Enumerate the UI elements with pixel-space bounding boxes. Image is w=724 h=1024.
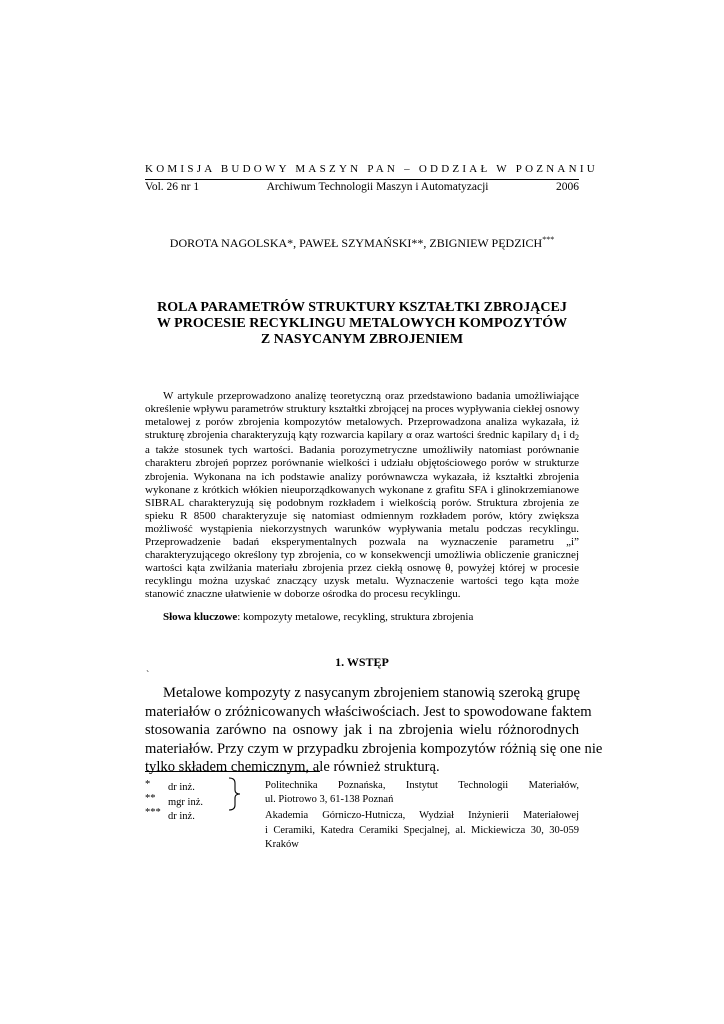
section-heading: 1. WSTĘP	[335, 655, 389, 669]
abstract-line-mid: i d	[560, 429, 575, 442]
curly-brace-icon	[226, 777, 242, 811]
affiliation-agh	[265, 809, 579, 853]
introduction-paragraph	[145, 684, 603, 777]
journal-name: Archiwum Technologii Maszyn i Automatyzacji	[266, 181, 489, 193]
paper-title	[145, 300, 579, 348]
footnote-mark: **	[145, 792, 156, 804]
affiliation-line: Akademia Górniczo-Hutnicza, Wydział Inżynierii Materiałowej	[265, 810, 579, 821]
footnote-title: dr inż.	[168, 811, 195, 822]
header-rule	[145, 179, 579, 180]
keywords-label: Słowa kluczowe	[163, 611, 238, 623]
footnote-mark: ***	[145, 806, 161, 818]
body-line: tylko składem chemicznym, ale również strukturą.	[145, 759, 440, 776]
abstract-line: wykonane z krótkich włókien nieuporządkowanych wykonane z grafitu SFA i glinokrzemianowe	[145, 483, 579, 496]
title-line-3: Z NASYCANYM ZBROJENIEM	[260, 332, 464, 347]
keywords	[163, 611, 473, 623]
author-footnote-mark: ***	[542, 235, 555, 244]
stray-mark: `	[146, 670, 150, 681]
publication-year: 2006	[556, 181, 579, 193]
abstract-line: recyklingu można uzyskać znaczący uzysk metalu. Wyznaczenie wartości tego kąta może	[145, 575, 579, 588]
affiliation-poznan	[265, 779, 579, 807]
abstract-line: zbrojenia. Wykonana na ich podstawie analizy porównawcza wykazała, iż kształtki zbrojenia	[145, 470, 579, 483]
affiliation-line: ul. Piotrowo 3, 61-138 Poznań	[265, 794, 394, 805]
abstract-line-with-subscripts	[145, 429, 579, 444]
abstract-line: określenie wpływu parametrów struktury kształtki zbrojącej na proces wypływania ciekłej osnowy	[145, 403, 580, 416]
abstract-line-text: strukturę zbrojenia charakteryzują kąty rozwarcia kapilary α oraz wartości średnic kapilary d	[145, 429, 557, 442]
abstract-line: metalowej z porów zbrojenia kompozytów metalowych. Przeprowadzona analiza wykazała, iż	[145, 416, 579, 429]
body-line: Metalowe kompozyty z nasycanym zbrojeniem stanowią szeroką grupę	[163, 685, 580, 701]
body-line: materiałów. Przy czym w przypadku zbrojenia kompozytów różnią się one nie	[145, 740, 603, 757]
authors-line	[145, 235, 579, 251]
abstract	[145, 390, 579, 602]
footnote-mark: *	[145, 779, 151, 790]
title-line-2: W PROCESIE RECYKLINGU METALOWYCH KOMPOZYTÓW	[156, 316, 568, 331]
footnote-titles	[168, 781, 203, 825]
footnote-title: dr inż.	[168, 782, 195, 793]
abstract-line: charakteru zbrojeń poprzez porównanie wielkości i udziału objętościowego porów w strukturze	[145, 457, 579, 470]
abstract-line: charakteryzującego określony typ zbrojenia, co w konsekwencji umożliwia obliczenie granicznej	[145, 549, 579, 562]
abstract-line: możliwość wystąpienia niekorzystnych warunków wypływania metalu podczas recyklingu.	[145, 522, 579, 535]
abstract-line: SIBRAL charakteryzują się podobnym rozkładem i wielkością porów. Struktura zbrojenia ze	[145, 496, 579, 509]
abstract-line: spieku R 8500 charakteryzuje się natomiast odmiennym rozkładem porów, który zwiększa	[145, 509, 579, 522]
footnote-marks	[145, 778, 161, 819]
abstract-line: a także stosunek tych wartości. Badania porozymetryczne umożliwiły natomiast porównanie	[145, 444, 579, 457]
keywords-text: : kompozyty metalowe, recykling, struktura zbrojenia	[237, 611, 474, 623]
abstract-line: W artykule przeprowadzono analizę teoretyczną oraz przedstawiono badania umożliwiające	[163, 390, 579, 402]
body-line: stosowania zarówno na osnowy jak i na zbrojenia wielu różnorodnych	[145, 722, 579, 739]
journal-series-header: KOMISJA BUDOWY MASZYN PAN – ODDZIAŁ W POZNANIU	[145, 163, 598, 175]
abstract-line: Przeprowadzenie badań eksperymentalnych pozwala na wyznaczenie parametru „i”	[145, 536, 579, 549]
affiliation-line: i Ceramiki, Katedra Ceramiki Specjalnej, al. Mickiewicza 30, 30-059	[265, 824, 579, 836]
subscript-1: 1	[556, 433, 561, 443]
affiliation-line: Kraków	[265, 839, 299, 850]
abstract-line: stanowić znaczne ułatwienie w doborze ośrodka do procesu recyklingu.	[145, 588, 461, 601]
footnote-title: mgr inż.	[168, 796, 203, 808]
authors-names: DOROTA NAGOLSKA*, PAWEŁ SZYMAŃSKI**, ZBIGNIEW PĘDZICH	[169, 236, 543, 250]
footnote-rule	[145, 771, 320, 772]
affiliation-line: Politechnika Poznańska, Instytut Technologii Materiałów,	[265, 780, 579, 791]
subscript-2: 2	[575, 433, 579, 443]
abstract-line: wartości kąta zwilżania materiału zbrojenia przez ciekłą osnowę θ, powyżej której w procesie	[145, 562, 579, 575]
volume-number: Vol. 26 nr 1	[145, 181, 200, 193]
journal-info-line	[145, 181, 579, 193]
body-line: materiałów o zróżnicowanych właściwościach. Jest to spowodowane faktem	[145, 703, 592, 720]
title-line-1: ROLA PARAMETRÓW STRUKTURY KSZTAŁTKI ZBROJĄCEJ	[157, 300, 567, 315]
